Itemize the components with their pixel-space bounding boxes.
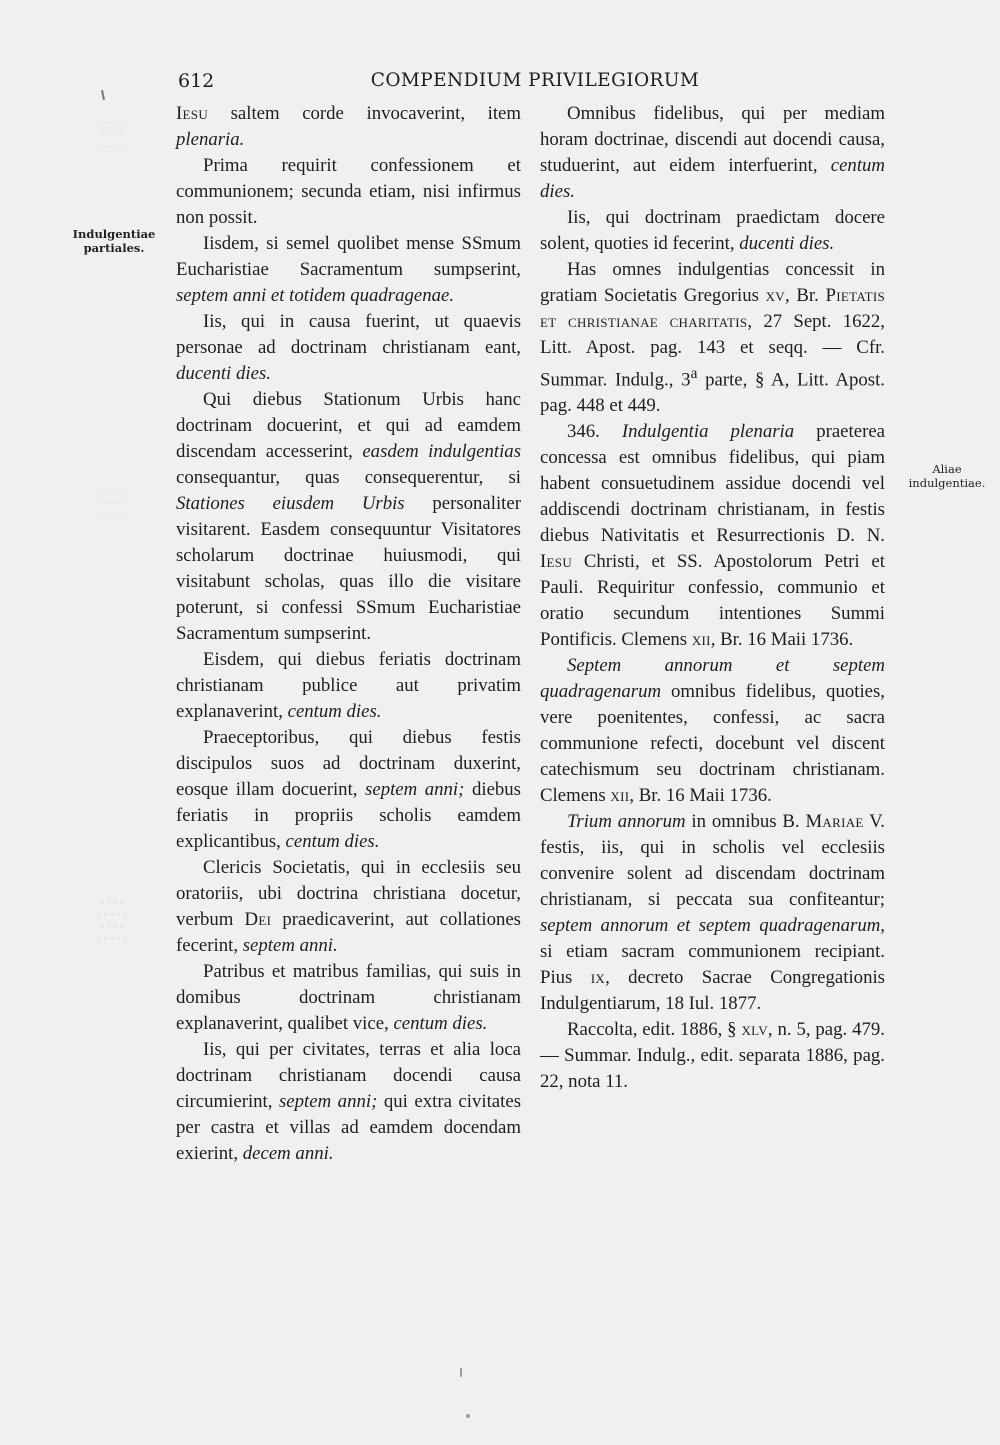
running-title: COMPENDIUM PRIVILEGIORUM xyxy=(370,70,700,91)
paragraph: Iesu saltem corde invocaverint, item plenaria. xyxy=(176,103,521,150)
bleed-through-text: · · · · · · · · · · · · · · xyxy=(97,118,127,153)
paragraph: Iisdem, si semel quolibet mense SSmum Eucharistiae Sacramentum sumpserint, septem anni et totidem quadragenae. xyxy=(176,233,521,306)
page-number: 612 xyxy=(178,70,215,92)
paragraph: Clericis Societatis, qui in ecclesiis seu oratoriis, ubi doctrina christiana docetur, verbum Dei praedicaverint, aut collationes fecerint, septem anni. xyxy=(176,857,521,956)
stray-mark xyxy=(101,90,105,100)
paragraph: Prima requirit confessionem et communionem; secunda etiam, nisi infirmus non possit. xyxy=(176,155,521,228)
paragraph: Eisdem, qui diebus feriatis doctrinam christianam publice aut privatim explanaverint, centum dies. xyxy=(176,649,521,722)
paragraph: Raccolta, edit. 1886, § xlv, n. 5, pag. 479. — Summar. Indulg., edit. separata 1886, pag. 22, nota 11. xyxy=(540,1019,885,1093)
paragraph: Praeceptoribus, qui diebus festis discipulos suos ad doctrinam duxerint, eosque illam docuerint, septem anni; diebus feriatis in propriis scholis eamdem explicantibus, centum dies. xyxy=(176,727,521,852)
right-column xyxy=(540,101,885,1095)
paragraph: Omnibus fidelibus, qui per mediam horam doctrinae, discendi aut docendi causa, studuerint, aut eidem interfuerint, centum dies. xyxy=(540,103,885,202)
paragraph: 346. Indulgentia plenaria praeterea concessa est omnibus fidelibus, qui piam habent consuetudinem assidue docendi vel addiscendi doctrinam christianam, in festis diebus Nativitatis et Resurrectionis D. N. Iesu Christi, et SS. Apostolorum Petri et Pauli. Requiritur confessio, communio et oratio secundum intentiones Summi Pontificis. Clemens xii, Br. 16 Maii 1736. xyxy=(540,421,885,651)
margin-note-left: Indulgentiae partiales. xyxy=(72,227,156,255)
paragraph: Iis, qui per civitates, terras et alia loca doctrinam christianam docendi causa circumierint, septem anni; qui extra civitates per castra et villas ad eamdem docendam exierint, decem anni. xyxy=(176,1039,522,1164)
paragraph: Iis, qui in causa fuerint, ut quaevis personae ad doctrinam christianam eant, ducenti dies. xyxy=(176,311,521,384)
ink-speck xyxy=(466,1414,470,1418)
paragraph: Iis, qui doctrinam praedictam docere solent, quoties id fecerint, ducenti dies. xyxy=(540,207,885,254)
bleed-through-text: · · · · · · · · · · · · · xyxy=(97,486,127,521)
margin-note-right: Aliae indulgentiae. xyxy=(908,462,986,490)
paragraph: Trium annorum in omnibus B. Mariae V. festis, iis, qui in scholis vel ecclesiis convenire solent ad discendam doctrinam christianam, si peccata sua confiteantur; septem annorum et septem quadragenarum, si etiam sacram communionem recipiant. Pius ix, decreto Sacrae Congregationis Indulgentiarum, 18 Iul. 1877. xyxy=(540,811,885,1015)
paragraph: Has omnes indulgentias concessit in gratiam Societatis Gregorius xv, Br. Pietatis et christianae charitatis, 27 Sept. 1622, Litt. Apost. pag. 143 et seqq. — Cfr. Summar. Indulg., 3$^a$ parte, § A, Litt. Apost. pag. 448 et 449. xyxy=(540,259,885,417)
bleed-through-text: · · · · · · · · · · · · · · · · · · xyxy=(97,898,127,945)
paragraph: Patribus et matribus familias, qui suis in domibus doctrinam christianam explanaverint, qualibet vice, centum dies. xyxy=(176,961,521,1034)
ink-speck xyxy=(460,1368,462,1377)
paragraph: Qui diebus Stationum Urbis hanc doctrinam docuerint, et qui ad eamdem discendam accesserint, easdem indulgentias consequantur, quas consequerentur, si Stationes eiusdem Urbis personaliter visitarent. Easdem consequuntur Visitatores scholarum doctrinae huiusmodi, qui visitabunt scholas, quas illo die visitare poterunt, si confessi SSmum Eucharistiae Sacramentum sumpserint. xyxy=(176,389,522,644)
paragraph: Septem annorum et septem quadragenarum omnibus fidelibus, quoties, vere poenitentes, confessi, ac sacra communione refecti, docebunt vel discent catechismum seu doctrinam christianam. Clemens xii, Br. 16 Maii 1736. xyxy=(540,655,885,807)
left-column xyxy=(176,101,521,1167)
page-header xyxy=(178,70,892,96)
